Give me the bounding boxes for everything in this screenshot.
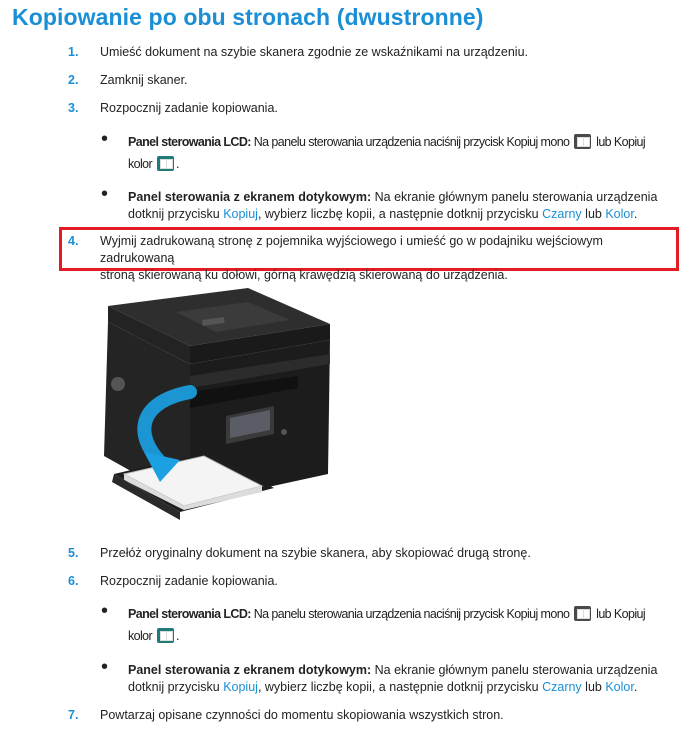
copy-color-icon [157,628,174,643]
step-number: 7. [68,708,79,722]
bullet-icon: • [101,600,109,622]
link-kopiuj[interactable]: Kopiuj [223,680,258,694]
step-number: 6. [68,574,79,588]
bullet-text: Panel sterowania z ekranem dotykowym: Na ekranie głównym panelu sterowania urządzenia dotknij przycisku Kopiuj, wybierz liczbę kopii, a następnie dotknij przycisku Czarny lub Kolor. [128,190,658,221]
step-number: 5. [68,546,79,560]
bullet-text: Panel sterowania z ekranem dotykowym: Na ekranie głównym panelu sterowania urządzenia dotknij przycisku Kopiuj, wybierz liczbę kopii, a następnie dotknij przycisku Czarny lub Kolor. [128,663,658,694]
bullet-icon: • [101,128,109,150]
link-kopiuj[interactable]: Kopiuj [223,207,258,221]
step-text: Wyjmij zadrukowaną stronę z pojemnika wyjściowego i umieść go w podajniku wejściowym zadrukowaną stroną skierowaną ku dołowi, górną krawędzią skierowaną do urządzenia. [100,234,603,282]
step-number: 4. [68,234,79,248]
step-text: Powtarzaj opisane czynności do momentu skopiowania wszystkich stron. [100,708,504,722]
step-text: Umieść dokument na szybie skanera zgodnie ze wskaźnikami na urządzeniu. [100,45,528,59]
bullet-label: Panel sterowania z ekranem dotykowym: [128,190,372,204]
bullet-icon: • [101,656,109,678]
step-text: Przełóż oryginalny dokument na szybie skanera, aby skopiować drugą stronę. [100,546,531,560]
step-text: Rozpocznij zadanie kopiowania. [100,101,278,115]
link-czarny[interactable]: Czarny [542,207,582,221]
step-number: 2. [68,73,79,87]
copy-mono-icon [574,606,591,621]
step-text: Zamknij skaner. [100,73,188,87]
printer-illustration [98,284,338,528]
bullet-text: Panel sterowania LCD: Na panelu sterowania urządzenia naciśnij przycisk Kopiuj mono lub Kopiuj kolor . [128,607,646,643]
step-text: Rozpocznij zadanie kopiowania. [100,574,278,588]
step-number: 3. [68,101,79,115]
link-czarny[interactable]: Czarny [542,680,582,694]
page-title: Kopiowanie po obu stronach (dwustronne) [12,4,484,30]
copy-mono-icon [574,134,591,149]
link-kolor[interactable]: Kolor [605,680,634,694]
link-kolor[interactable]: Kolor [605,207,634,221]
bullet-label: Panel sterowania LCD: [128,135,251,149]
step-number: 1. [68,45,79,59]
bullet-label: Panel sterowania z ekranem dotykowym: [128,663,372,677]
bullet-text: Panel sterowania LCD: Na panelu sterowania urządzenia naciśnij przycisk Kopiuj mono lub Kopiuj kolor . [128,135,646,171]
bullet-icon: • [101,183,109,205]
bullet-label: Panel sterowania LCD: [128,607,251,621]
copy-color-icon [157,156,174,171]
